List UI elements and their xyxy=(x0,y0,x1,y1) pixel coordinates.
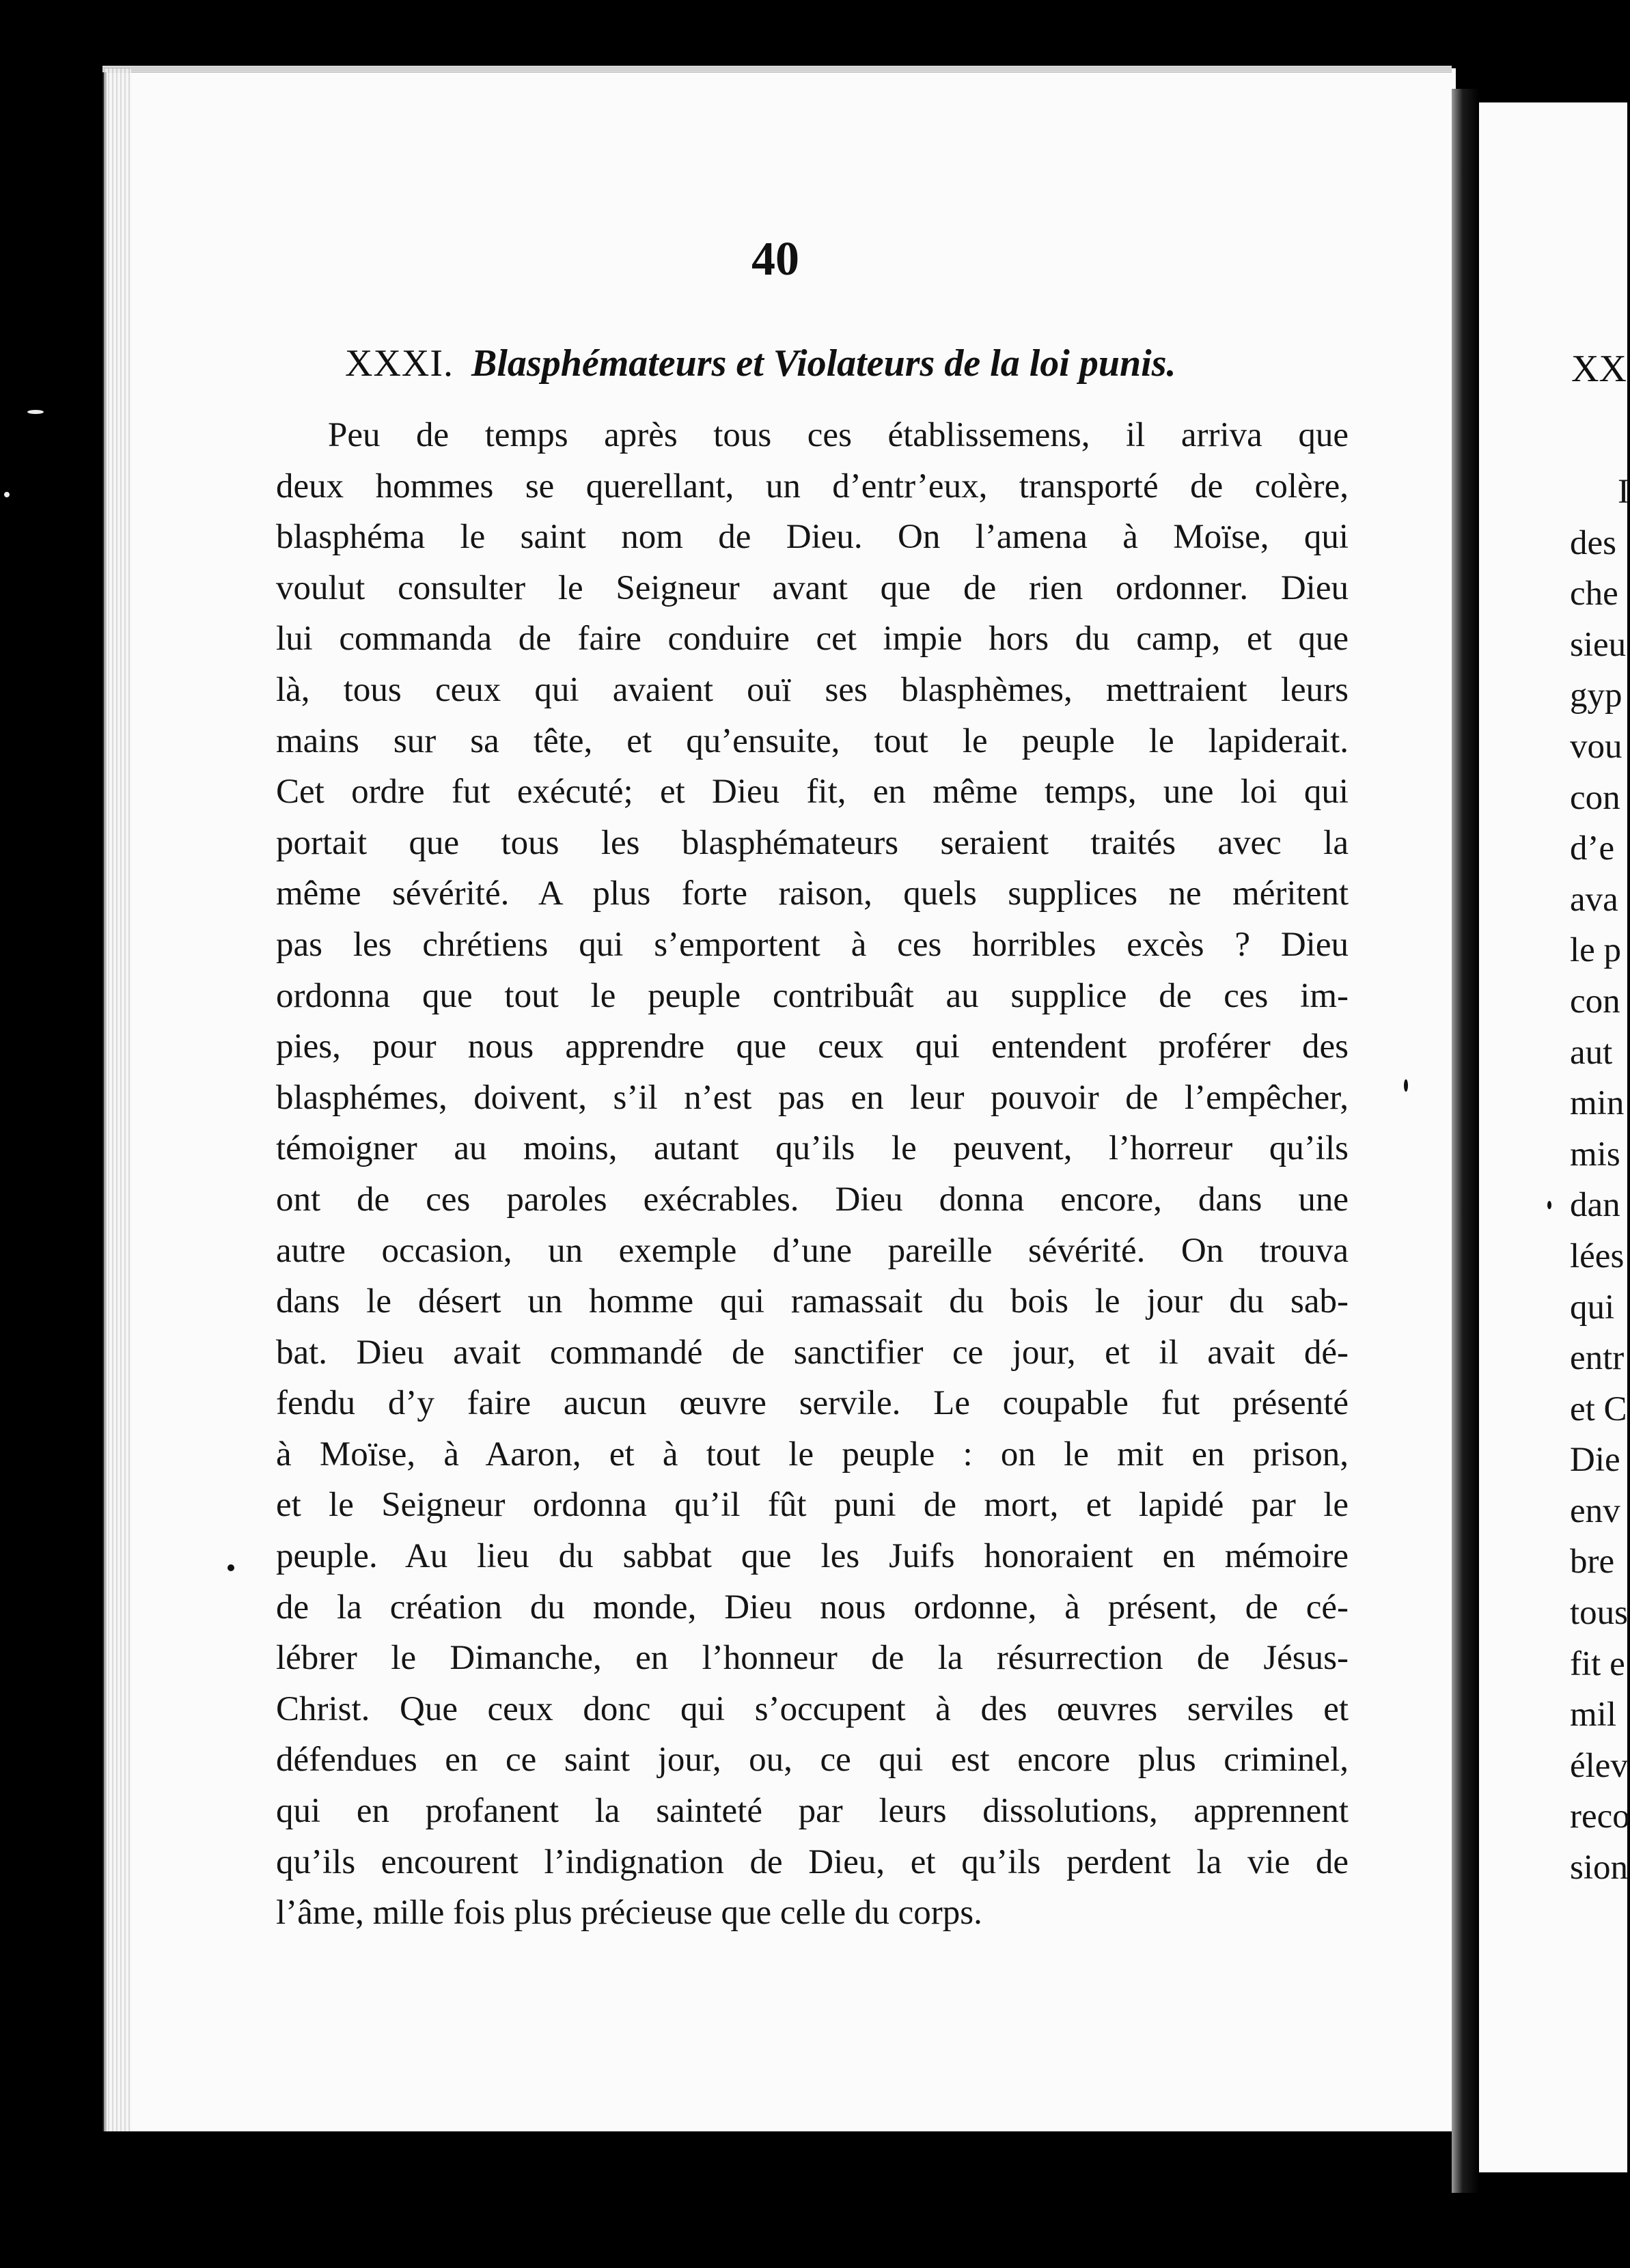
facing-line: sieu xyxy=(1570,625,1627,664)
facing-line: vou xyxy=(1570,727,1622,766)
text-line: blasphémes, doivent, s’il n’est pas en leur pouvoir de l’empêcher, xyxy=(276,1078,1349,1117)
scan-speck xyxy=(227,1564,234,1571)
text-line: l’âme, mille fois plus précieuse que celle du corps. xyxy=(276,1894,982,1933)
text-line: ordonna que tout le peuple contribuât au supplice de ces im- xyxy=(276,976,1349,1015)
text-line: fendu d’y faire aucun œuvre servile. Le coupable fut présenté xyxy=(276,1384,1349,1423)
text-line: bat. Dieu avait commandé de sanctifier ce jour, et il avait dé- xyxy=(276,1333,1349,1372)
page-top-edge xyxy=(102,66,1452,72)
text-line: autre occasion, un exemple d’une pareille sévérité. On trouva xyxy=(276,1231,1349,1270)
facing-line: gyp xyxy=(1570,676,1622,715)
facing-line: ava xyxy=(1570,880,1618,919)
text-line: à Moïse, à Aaron, et à tout le peuple : on le mit en prison, xyxy=(276,1435,1349,1474)
text-line: défendues en ce saint jour, ou, ce qui est encore plus criminel, xyxy=(276,1741,1349,1780)
chapter-number: XXXI. xyxy=(345,342,454,385)
text-line: Cet ordre fut exécuté; et Dieu fit, en même temps, une loi qui xyxy=(276,773,1349,812)
text-line: pies, pour nous apprendre que ceux qui entendent proférer des xyxy=(276,1027,1349,1066)
scan-speck xyxy=(1547,1201,1551,1209)
facing-line: lées xyxy=(1570,1236,1625,1275)
facing-line: entr xyxy=(1570,1339,1625,1378)
facing-line: che xyxy=(1570,575,1618,613)
text-line: Peu de temps après tous ces établissemens, il arriva que xyxy=(328,416,1349,454)
facing-line: Die xyxy=(1570,1441,1620,1480)
facing-line: mis xyxy=(1570,1135,1620,1174)
scan-speck xyxy=(4,492,10,497)
page-stack-edges xyxy=(104,68,131,2131)
text-line: portait que tous les blasphémateurs seraient traités avec la xyxy=(276,823,1349,862)
facing-line: des xyxy=(1570,523,1616,562)
body-text xyxy=(276,410,1349,1939)
text-line: qu’ils encourent l’indignation de Dieu, et qu’ils perdent la vie de xyxy=(276,1842,1349,1881)
text-line: là, tous ceux qui avaient ouï ses blasphèmes, mettraient leurs xyxy=(276,670,1349,709)
text-line: qui en profanent la sainteté par leurs dissolutions, apprennent xyxy=(276,1792,1349,1831)
facing-line: I xyxy=(1618,473,1629,511)
text-line: peuple. Au lieu du sabbat que les Juifs honoraient en mémoire xyxy=(276,1537,1349,1576)
facing-line: env xyxy=(1570,1491,1620,1530)
facing-line: con xyxy=(1570,982,1620,1021)
page-number: 40 xyxy=(751,233,799,286)
facing-page-title: XX xyxy=(1571,348,1627,390)
text-line: témoigner au moins, autant qu’ils le peuvent, l’horreur qu’ils xyxy=(276,1129,1349,1168)
facing-line: d’e xyxy=(1570,829,1615,868)
facing-line: dan xyxy=(1570,1186,1620,1225)
facing-line: bre xyxy=(1570,1543,1615,1581)
facing-line: tous xyxy=(1570,1594,1629,1633)
text-line: et le Seigneur ordonna qu’il fût puni de mort, et lapidé par le xyxy=(276,1486,1349,1525)
text-line: dans le désert un homme qui ramassait du bois le jour du sab- xyxy=(276,1282,1349,1321)
facing-line: con xyxy=(1570,778,1620,817)
scan-speck xyxy=(1404,1079,1408,1092)
text-line: mains sur sa tête, et qu’ensuite, tout le peuple le lapiderait. xyxy=(276,721,1349,760)
facing-line: fit e xyxy=(1570,1644,1625,1683)
chapter-title: Blasphémateurs et Violateurs de la loi punis. xyxy=(471,342,1176,385)
facing-line: sion xyxy=(1570,1849,1629,1887)
text-line: lébrer le Dimanche, en l’honneur de la résurrection de Jésus- xyxy=(276,1639,1349,1678)
facing-line: reco xyxy=(1570,1797,1630,1836)
text-line: voulut consulter le Seigneur avant que de rien ordonner. Dieu xyxy=(276,568,1349,607)
facing-line: le p xyxy=(1570,931,1622,970)
text-line: pas les chrétiens qui s’emportent à ces horribles excès ? Dieu xyxy=(276,925,1349,964)
text-line: de la création du monde, Dieu nous ordonne, à présent, de cé- xyxy=(276,1588,1349,1627)
text-line: ont de ces paroles exécrables. Dieu donna encore, dans une xyxy=(276,1180,1349,1219)
facing-page-text xyxy=(1570,467,1630,1894)
text-line: deux hommes se querellant, un d’entr’eux, transporté de colère, xyxy=(276,467,1349,506)
facing-line: mil xyxy=(1570,1696,1617,1734)
book-gutter xyxy=(1452,89,1479,2193)
text-line: Christ. Que ceux donc qui s’occupent à des œuvres serviles et xyxy=(276,1689,1349,1728)
text-line: même sévérité. A plus forte raison, quels supplices ne méritent xyxy=(276,874,1349,913)
facing-line: qui xyxy=(1570,1288,1615,1327)
facing-line: et C xyxy=(1570,1389,1627,1428)
chapter-heading xyxy=(345,342,1370,385)
facing-line: aut xyxy=(1570,1033,1613,1072)
text-line: lui commanda de faire conduire cet impie hors du camp, et que xyxy=(276,620,1349,659)
facing-line: élev xyxy=(1570,1746,1628,1785)
scan-speck xyxy=(27,410,44,414)
text-line: blasphéma le saint nom de Dieu. On l’amena à Moïse, qui xyxy=(276,518,1349,557)
facing-line: min xyxy=(1570,1084,1625,1123)
